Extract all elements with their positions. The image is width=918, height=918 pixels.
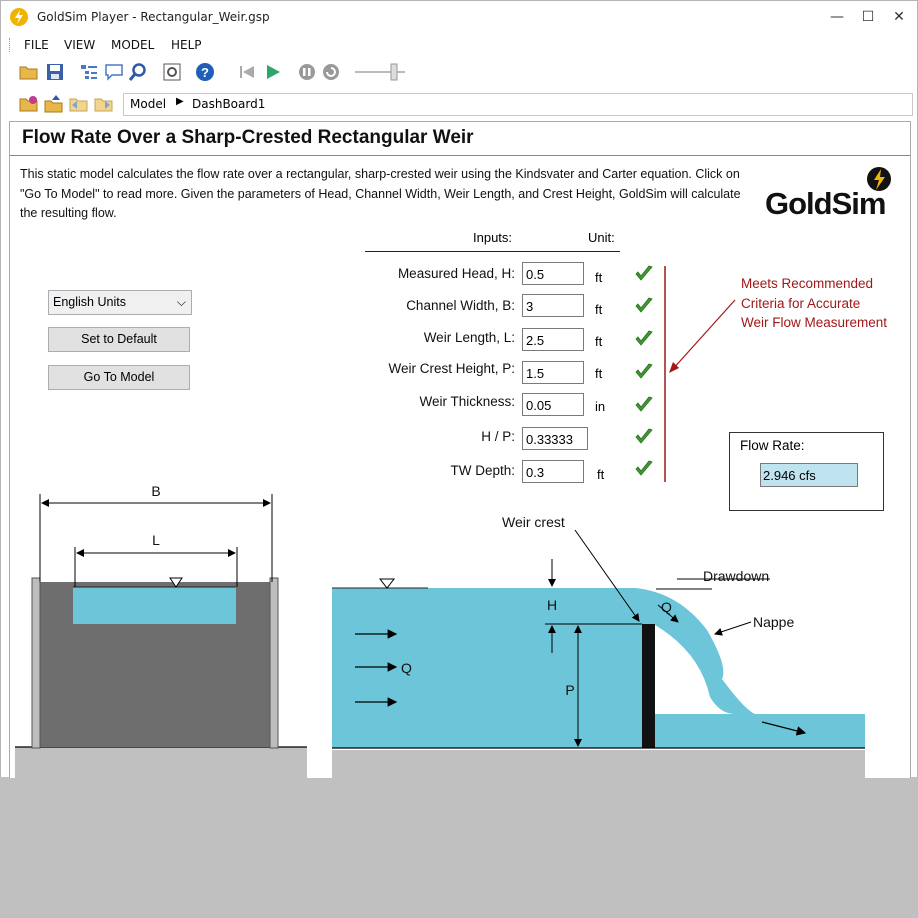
goldsim-logo: GoldSim bbox=[765, 186, 886, 221]
toolbar bbox=[1, 58, 917, 88]
weir-length-input[interactable]: 2.5 bbox=[522, 328, 584, 351]
maximize-button[interactable]: ☐ bbox=[861, 9, 875, 25]
q-label-inflow: Q bbox=[401, 660, 412, 676]
l-label: L bbox=[152, 532, 160, 548]
chevron-down-icon: ⌵ bbox=[176, 295, 186, 309]
back-icon[interactable] bbox=[69, 94, 89, 114]
dashboard-panel bbox=[9, 121, 911, 778]
weir-length-label: Weir Length, L: bbox=[423, 330, 515, 345]
measured-head-input[interactable]: 0.5 bbox=[522, 262, 584, 285]
help-icon[interactable] bbox=[195, 62, 215, 82]
front-view bbox=[15, 483, 307, 778]
breadcrumb-dashboard[interactable]: DashBoard1 bbox=[192, 97, 266, 111]
nappe-label: Nappe bbox=[753, 614, 795, 630]
weir-length-unit: ft bbox=[595, 334, 603, 349]
reset-icon[interactable] bbox=[321, 62, 341, 82]
h-over-p-label: H / P: bbox=[481, 429, 515, 444]
measured-head-label: Measured Head, H: bbox=[397, 266, 515, 281]
breadcrumb-model[interactable]: Model bbox=[130, 97, 167, 111]
settings-icon[interactable] bbox=[162, 62, 182, 82]
save-icon[interactable] bbox=[45, 62, 65, 82]
tree-view-icon[interactable] bbox=[79, 62, 99, 82]
weir-diagram bbox=[10, 122, 910, 778]
window-title: GoldSim Player - Rectangular_Weir.gsp bbox=[37, 10, 270, 24]
h-label: H bbox=[546, 597, 558, 613]
open-folder-icon[interactable] bbox=[19, 62, 39, 82]
comment-icon[interactable] bbox=[104, 62, 124, 82]
tw-depth-unit: ft bbox=[597, 467, 605, 482]
flow-rate-label: Flow Rate: bbox=[740, 438, 805, 453]
up-level-icon[interactable] bbox=[44, 94, 64, 114]
channel-width-input[interactable]: 3 bbox=[522, 294, 584, 317]
step-icon[interactable] bbox=[297, 62, 317, 82]
search-icon[interactable] bbox=[128, 62, 148, 82]
svg-text:?: ? bbox=[201, 65, 209, 80]
minimize-button[interactable]: — bbox=[830, 9, 844, 25]
measured-head-unit: ft bbox=[595, 270, 603, 285]
crest-height-label: Weir Crest Height, P: bbox=[388, 361, 515, 376]
tw-depth-label: TW Depth: bbox=[450, 463, 515, 478]
breadcrumb bbox=[123, 93, 913, 116]
h-over-p-output: 0.33333 bbox=[522, 427, 588, 450]
units-select-value: English Units bbox=[53, 295, 126, 309]
title-bar bbox=[1, 1, 917, 33]
menu-view[interactable]: VIEW bbox=[64, 38, 96, 52]
menu-bar bbox=[1, 34, 917, 56]
p-label: P bbox=[565, 682, 575, 698]
menu-model[interactable]: MODEL bbox=[111, 38, 155, 52]
weir-crest-label: Weir crest bbox=[502, 514, 565, 530]
crest-height-unit: ft bbox=[595, 366, 603, 381]
inputs-header: Inputs: bbox=[473, 230, 513, 245]
flow-rate-value: 2.946 cfs bbox=[760, 463, 858, 487]
weir-thickness-unit: in bbox=[595, 399, 606, 414]
play-icon[interactable] bbox=[263, 62, 283, 82]
model-description: This static model calculates the flow rate over a rectangular, sharp-crested weir using the Kindsvater and Carter equation. Click on "Go To Model" to read more. Given the parameters of Head, Channel Width, Weir Length, and Crest Height, GoldSim will calculate the resulting flow. bbox=[20, 167, 741, 220]
channel-width-unit: ft bbox=[595, 302, 603, 317]
page-title: Flow Rate Over a Sharp-Crested Rectangular Weir bbox=[22, 127, 474, 148]
channel-width-label: Channel Width, B: bbox=[406, 298, 515, 313]
weir-thickness-input[interactable]: 0.05 bbox=[522, 393, 584, 416]
close-button[interactable]: ✕ bbox=[893, 9, 905, 25]
forward-icon[interactable] bbox=[94, 94, 114, 114]
drawdown-label: Drawdown bbox=[703, 568, 770, 584]
navigation-bar bbox=[1, 90, 917, 118]
menu-file[interactable]: FILE bbox=[24, 38, 49, 52]
go-to-model-button[interactable]: Go To Model bbox=[48, 365, 190, 390]
side-view bbox=[332, 514, 865, 778]
menu-grip bbox=[9, 38, 12, 52]
dashboard-folder-icon[interactable] bbox=[19, 94, 39, 114]
crest-height-input[interactable]: 1.5 bbox=[522, 361, 584, 384]
menu-help[interactable]: HELP bbox=[171, 38, 202, 52]
unit-header: Unit: bbox=[588, 230, 615, 245]
q-label-nappe: Q bbox=[661, 599, 672, 615]
weir-thickness-label: Weir Thickness: bbox=[419, 394, 515, 409]
goldsim-app-icon bbox=[10, 8, 28, 26]
breadcrumb-separator-icon: ▶ bbox=[176, 96, 184, 107]
b-label: B bbox=[151, 483, 161, 499]
go-start-icon[interactable] bbox=[237, 62, 257, 82]
criteria-note: Meets Recommended Criteria for Accurate Weir Flow Measurement bbox=[741, 276, 888, 330]
tw-depth-input[interactable]: 0.3 bbox=[522, 460, 584, 483]
speed-slider[interactable] bbox=[353, 62, 409, 82]
set-default-button[interactable]: Set to Default bbox=[48, 327, 190, 352]
